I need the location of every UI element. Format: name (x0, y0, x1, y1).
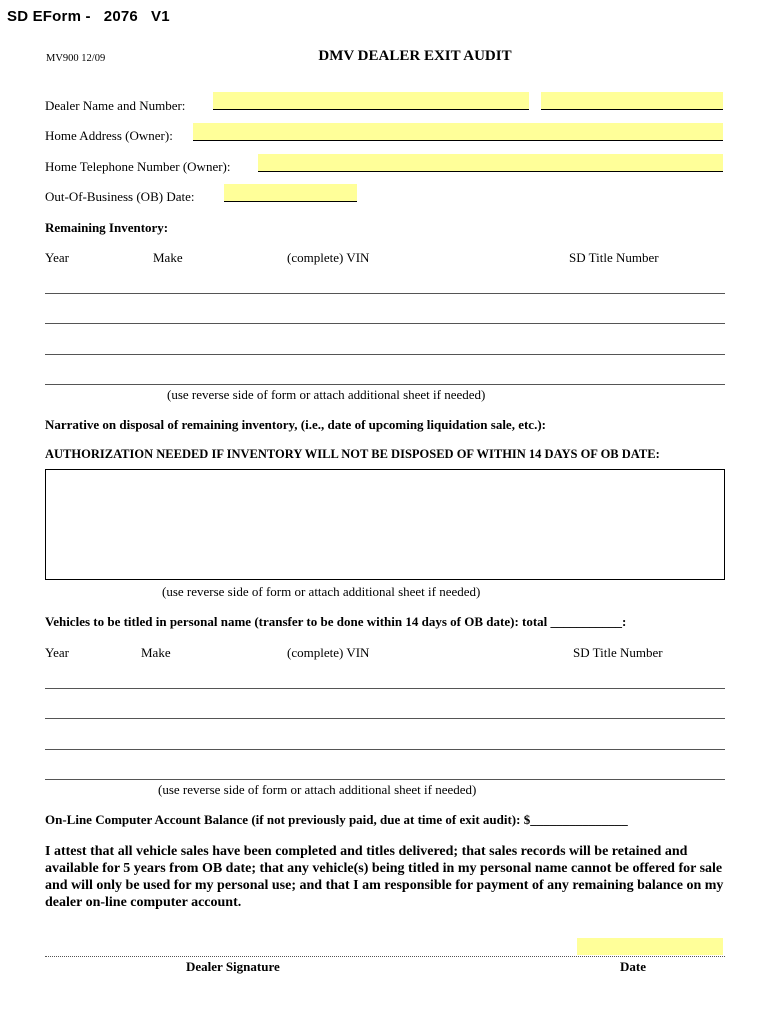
form-title-wrapper (0, 48, 770, 65)
dealer-name-field[interactable] (213, 92, 529, 110)
attestation-statement: I attest that all vehicle sales have been completed and titles delivered; that sales records will be retained and available for 5 years from OB date; that any vehicle(s) being titled in my personal name cannot be offered for sale and will only be used for my personal use; and that I am responsible for payment of any remaining balance on my dealer on-line computer account. (45, 844, 724, 910)
remaining-inventory-heading: Remaining Inventory: (45, 220, 169, 235)
personal-row-line[interactable] (45, 688, 725, 689)
inventory-col-vin: (complete) VIN (287, 250, 370, 265)
narrative-heading: Narrative on disposal of remaining inventory, (i.e., date of upcoming liquidation sale, etc.): (45, 417, 546, 432)
inventory-row-line[interactable] (45, 354, 725, 355)
dealer-name-label: Dealer Name and Number: (45, 98, 186, 113)
ob-date-field[interactable] (224, 184, 357, 202)
inventory-row-line[interactable] (45, 323, 725, 324)
personal-row-line[interactable] (45, 718, 725, 719)
narrative-textbox[interactable] (45, 469, 725, 580)
personal-vehicles-heading: Vehicles to be titled in personal name (transfer to be done within 14 days of OB date): total ___________: (45, 614, 627, 629)
dealer-signature-label: Dealer Signature (186, 959, 280, 974)
inventory-col-make: Make (153, 250, 183, 265)
personal-col-vin: (complete) VIN (287, 645, 370, 660)
signature-line[interactable] (45, 956, 725, 957)
personal-col-make: Make (141, 645, 171, 660)
authorization-heading: AUTHORIZATION NEEDED IF INVENTORY WILL NOT BE DISPOSED OF WITHIN 14 DAYS OF OB DATE: (45, 447, 660, 461)
date-label: Date (620, 959, 646, 974)
narrative-note: (use reverse side of form or attach additional sheet if needed) (162, 584, 481, 599)
inventory-col-year: Year (45, 250, 69, 265)
personal-col-year: Year (45, 645, 69, 660)
personal-row-line[interactable] (45, 749, 725, 750)
personal-note: (use reverse side of form or attach additional sheet if needed) (158, 782, 477, 797)
personal-col-title-number: SD Title Number (573, 645, 663, 660)
inventory-note: (use reverse side of form or attach additional sheet if needed) (167, 387, 486, 402)
dealer-number-field[interactable] (541, 92, 723, 110)
account-balance-label: On-Line Computer Account Balance (if not previously paid, due at time of exit audit): $_______________ (45, 812, 628, 827)
personal-row-line[interactable] (45, 779, 725, 780)
home-phone-label: Home Telephone Number (Owner): (45, 159, 231, 174)
home-phone-field[interactable] (258, 154, 723, 172)
home-address-label: Home Address (Owner): (45, 128, 173, 143)
date-field[interactable] (577, 938, 723, 955)
form-title: DMV DEALER EXIT AUDIT (318, 48, 512, 64)
form-number: MV900 12/09 (46, 53, 106, 64)
inventory-row-line[interactable] (45, 293, 725, 294)
ob-date-label: Out-Of-Business (OB) Date: (45, 189, 195, 204)
inventory-col-title-number: SD Title Number (569, 250, 659, 265)
eform-header: SD EForm - 2076 V1 (7, 8, 170, 25)
home-address-field[interactable] (193, 123, 723, 141)
inventory-row-line[interactable] (45, 384, 725, 385)
